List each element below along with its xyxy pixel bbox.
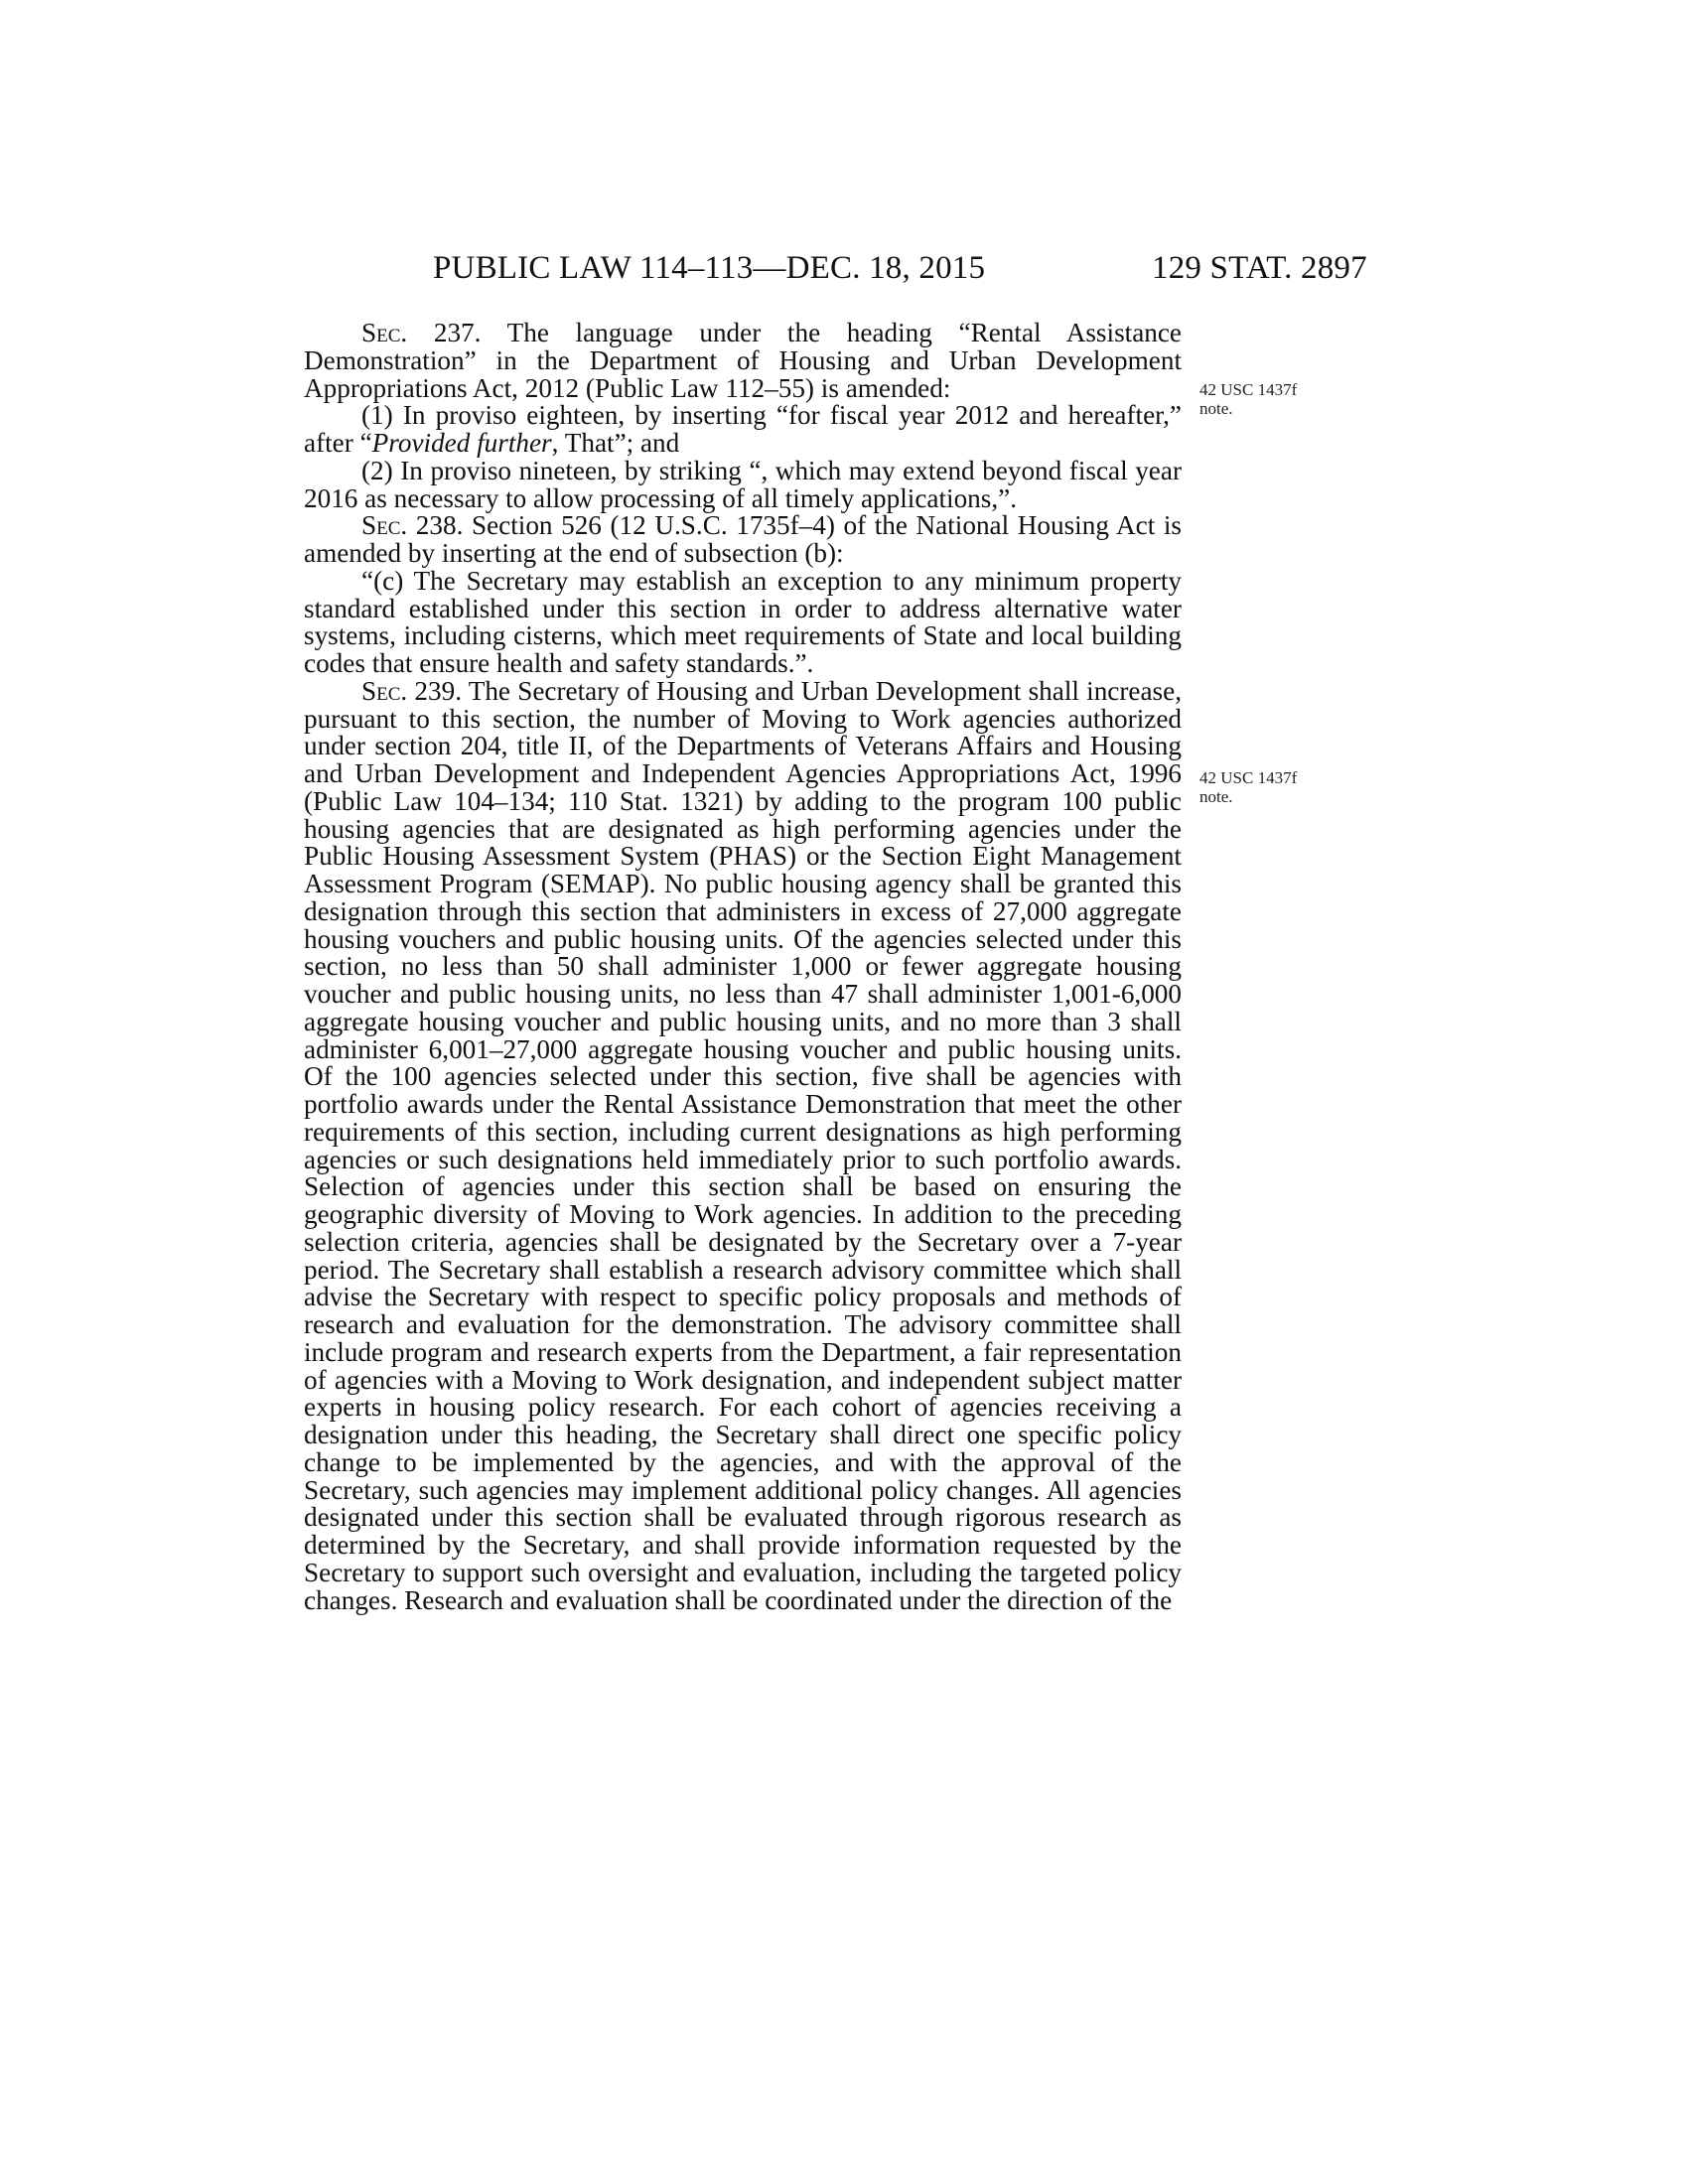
- italic-phrase: Provided further: [371, 428, 552, 458]
- section-text: The Secretary of Housing and Urban Development shall increase, pursuant to this section, the number of Moving to Work agencies authorized under section 204, title II, of the Departments of Veterans Affairs and Housing and Urban Development and Independent Agencies Appropriations Act, 1996 (Public Law 104–134; 110 Stat. 1321) by adding to the program 100 public housing agencies that are designated as high performing agencies under the Public Housing Assessment System (PHAS) or the Section Eight Management Assessment Program (SEMAP). No public housing agency shall be granted this designation through this section that administers in excess of 27,000 aggregate housing vouchers and public housing units. Of the agencies selected under this section, no less than 50 shall administer 1,000 or fewer aggregate housing voucher and public housing units, no less than 47 shall administer 1,001-6,000 aggregate housing voucher and public housing units, and no more than 3 shall administer 6,001–27,000 aggregate housing voucher and public housing units. Of the 100 agencies selected under this section, five shall be agencies with portfolio awards under the Rental Assistance Demonstration that meet the other requirements of this section, including current designations as high performing agencies or such designations held immediately prior to such portfolio awards. Selection of agencies under this section shall be based on ensuring the geographic diversity of Moving to Work agencies. In addition to the preceding selection criteria, agencies shall be designated by the Secretary over a 7-year period. The Secretary shall establish a research advisory committee which shall advise the Secretary with respect to specific policy proposals and methods of research and evaluation for the demonstration. The advisory committee shall include program and research experts from the Department, a fair representation of agencies with a Moving to Work designation, and independent subject matter experts in housing policy research. For each cohort of agencies receiving a designation under this heading, the Secretary shall direct one specific policy change to be implemented by the agencies, and with the approval of the Secretary, such agencies may implement additional policy changes. All agencies designated under this section shall be evaluated through rigorous research as determined by the Secretary, and shall provide information requested by the Secretary to support such oversight and evaluation, including the targeted policy changes. Research and evaluation shall be coordinated under the direction of the: [304, 675, 1182, 1615]
- section-label: Sec. 238.: [361, 510, 464, 541]
- margin-note-citation: 42 USC 1437f: [1199, 380, 1298, 399]
- section-text: Section 526 (12 U.S.C. 1735f–4) of the National Housing Act is amended by inserting at the end of subsection (b):: [304, 510, 1182, 568]
- section-label: Sec. 237.: [361, 318, 482, 347]
- margin-note-citation: 42 USC 1437f: [1199, 768, 1298, 787]
- section-239: [304, 675, 1182, 1615]
- section-label: Sec. 239.: [361, 675, 462, 706]
- section-text: The language under the heading “Rental Assistance Demonstration” in the Department of Housing and Urban Development Appropriations Act, 2012 (Public Law 112–55) is amended:: [304, 318, 1182, 403]
- running-header-title: PUBLIC LAW 114–113—DEC. 18, 2015: [433, 250, 986, 286]
- margin-note-sec237: [1199, 380, 1297, 418]
- section-237: [304, 320, 1182, 402]
- section-237-item-1: (1) In proviso eighteen, by inserting “for fiscal year 2012 and hereafter,” after “Provided further, That”; and: [304, 400, 1182, 458]
- section-238-quoted-text: “(c) The Secretary may establish an exception to any minimum property standard established under this section in order to address alternative water systems, including cisterns, which meet requirements of State and local building codes that ensure health and safety standards.”.: [304, 565, 1182, 678]
- margin-note-sec239: [1199, 768, 1297, 806]
- margin-note-label: note.: [1199, 787, 1233, 806]
- page-number: 129 STAT. 2897: [1152, 250, 1367, 286]
- section-238: [304, 512, 1182, 568]
- margin-note-label: note.: [1199, 399, 1233, 418]
- section-237-item-2: (2) In proviso nineteen, by striking “, which may extend beyond fiscal year 2016 as necessary to allow processing of all timely applications,”.: [304, 455, 1182, 513]
- document-body: [304, 320, 1182, 1614]
